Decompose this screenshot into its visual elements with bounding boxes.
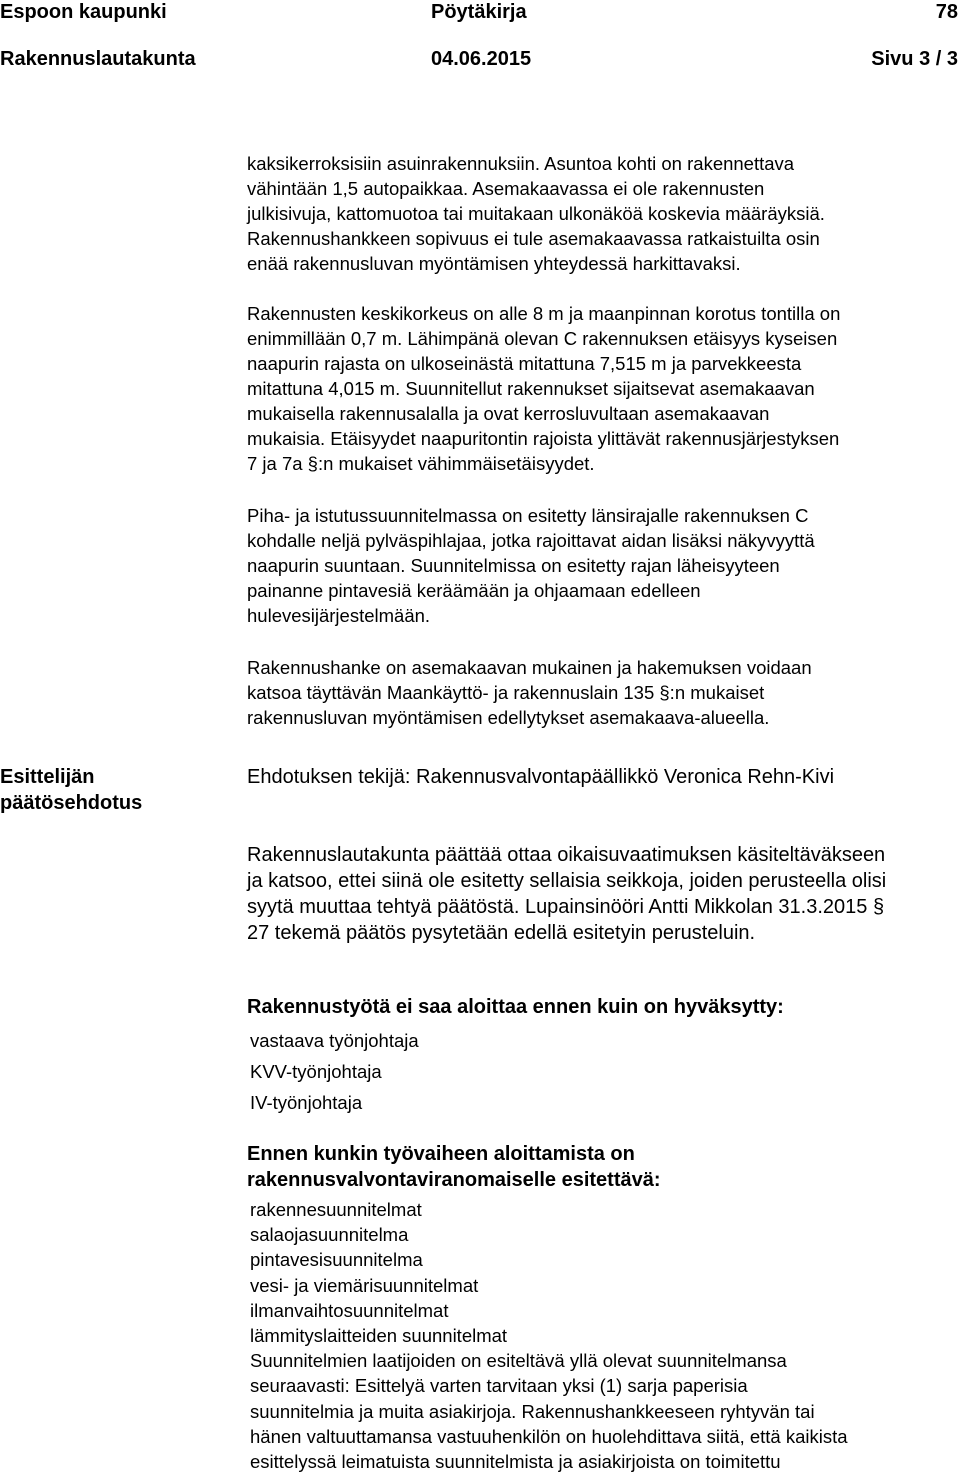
paragraph-3: [247, 503, 960, 628]
meeting-date: 04.06.2015: [431, 48, 532, 70]
text-line: hulevesijärjestelmään.: [247, 605, 431, 626]
text-line: naapurin suuntaan. Suunnitelmissa on esitetty rajan läheisyyteen: [247, 555, 780, 576]
sidebar-label: [0, 764, 142, 816]
document-type: Pöytäkirja: [431, 1, 527, 23]
plan-item: ilmanvaihtosuunnitelmat: [250, 1299, 449, 1321]
text-line: syytä muuttaa tehtyä päätöstä. Lupainsinööri Antti Mikkolan 31.3.2015 §: [247, 896, 885, 918]
sidebar-label-line: Esittelijän: [0, 766, 95, 788]
foreman-item: vastaava työnjohtaja: [250, 1030, 419, 1051]
proposer: Ehdotuksen tekijä: Rakennusvalvontapäällikkö Veronica Rehn-Kivi: [247, 766, 835, 788]
text-line: katsoa täyttävän Maankäyttö- ja rakennuslain 135 §:n mukaiset: [247, 682, 765, 703]
foreman-item: KVV-työnjohtaja: [250, 1061, 382, 1082]
plans-heading: rakennusvalvontaviranomaiselle esitettävä:: [247, 1169, 661, 1191]
text-line: ja katsoo, ettei siinä ole esitetty sellaisia seikkoja, joiden perusteella olisi: [247, 870, 887, 892]
text-line: suunnitelmia ja muita asiakirjoja. Rakennushankkeeseen ryhtyvän tai: [250, 1400, 815, 1422]
paragraph-1: [247, 151, 960, 276]
text-line: julkisivuja, kattomuotoa tai muitakaan ulkonäköä koskevia määräyksiä.: [247, 203, 825, 224]
page-number: Sivu 3 / 3: [871, 48, 958, 70]
board-name: Rakennuslautakunta: [0, 48, 196, 70]
plan-item: pintavesisuunnitelma: [250, 1249, 423, 1271]
foremen-section: [247, 994, 784, 1118]
plan-item: vesi- ja viemärisuunnitelmat: [250, 1274, 479, 1296]
text-line: esittelyssä leimatuista suunnitelmista ja asiakirjoista on toimitettu: [250, 1451, 781, 1473]
text-line: Rakennushanke on asemakaavan mukainen ja hakemuksen voidaan: [247, 657, 812, 678]
text-line: Suunnitelmien laatijoiden on esiteltävä yllä olevat suunnitelmansa: [250, 1350, 787, 1372]
text-line: vähintään 1,5 autopaikkaa. Asemakaavassa ei ole rakennusten: [247, 178, 765, 199]
document-body: [247, 151, 960, 730]
text-line: seuraavasti: Esittelyä varten tarvitaan yksi (1) sarja paperisia: [250, 1375, 748, 1397]
foreman-item: IV-työnjohtaja: [250, 1092, 363, 1113]
organization-name: Espoon kaupunki: [0, 1, 167, 23]
text-line: kohdalle neljä pylväspihlajaa, jotka rajoittavat aidan lisäksi näkyvyyttä: [247, 530, 815, 551]
text-line: Rakennusten keskikorkeus on alle 8 m ja maanpinnan korotus tontilla on: [247, 303, 841, 324]
paragraph-2: [247, 301, 960, 476]
foremen-heading: Rakennustyötä ei saa aloittaa ennen kuin on hyväksytty:: [247, 996, 784, 1018]
text-line: Rakennuslautakunta päättää ottaa oikaisuvaatimuksen käsiteltäväkseen: [247, 844, 886, 866]
text-line: enää rakennusluvan myöntämisen yhteydessä harkittavaksi.: [247, 253, 741, 274]
text-line: enimmillään 0,7 m. Lähimpänä olevan C rakennuksen etäisyys kyseisen: [247, 328, 838, 349]
text-line: naapurin rajasta on ulkoseinästä mitattuna 7,515 m ja parvekkeesta: [247, 353, 802, 374]
text-line: 7 ja 7a §:n mukaiset vähimmäisetäisyydet.: [247, 453, 595, 474]
plan-item: salaojasuunnitelma: [250, 1224, 409, 1246]
plan-item: rakennesuunnitelmat: [250, 1199, 422, 1220]
text-line: rakennusluvan myöntämisen edellytykset asemakaava-alueella.: [247, 707, 770, 728]
section-number: 78: [935, 1, 958, 23]
text-line: painanne pintavesiä keräämään ja ohjaamaan edelleen: [247, 580, 701, 601]
text-line: 27 tekemä päätös pysytetään edellä esitetyin perusteluin.: [247, 922, 756, 944]
paragraph-4: [247, 655, 960, 730]
sidebar-label-line: päätösehdotus: [0, 792, 143, 814]
plans-section: [247, 1141, 848, 1474]
text-line: Rakennushankkeen sopivuus ei tule asemakaavassa ratkaistuilta osin: [247, 228, 820, 249]
plan-item: lämmityslaitteiden suunnitelmat: [250, 1325, 508, 1347]
text-line: mukaisella rakennusalalla ja ovat kerrosluvultaan asemakaavan: [247, 403, 770, 424]
text-line: mukaisia. Etäisyydet naapuritontin rajoista ylittävät rakennusjärjestyksen: [247, 428, 840, 449]
plans-heading: Ennen kunkin työvaiheen aloittamista on: [247, 1143, 635, 1165]
decision-text: [247, 842, 886, 946]
page-header: [0, 0, 960, 80]
text-line: Piha- ja istutussuunnitelmassa on esitetty länsirajalle rakennuksen C: [247, 505, 809, 526]
text-line: hänen valtuuttamansa vastuuhenkilön on huolehdittava siitä, että kaikista: [250, 1425, 848, 1447]
text-line: kaksikerroksisiin asuinrakennuksiin. Asuntoa kohti on rakennettava: [247, 153, 795, 174]
text-line: mitattuna 4,015 m. Suunnitellut rakennukset sijaitsevat asemakaavan: [247, 378, 815, 399]
